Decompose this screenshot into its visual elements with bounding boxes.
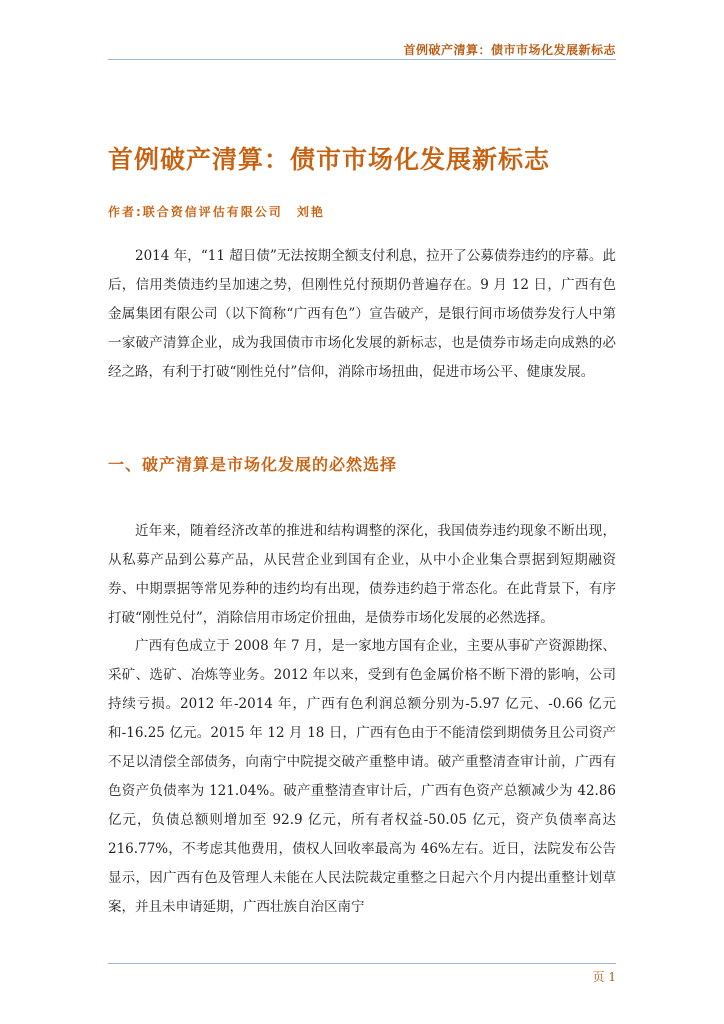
header-divider xyxy=(108,59,616,60)
page-number: 页 1 xyxy=(592,970,616,984)
author-name: 刘艳 xyxy=(296,205,325,219)
author-line xyxy=(108,203,325,220)
section-heading: 一、破产清算是市场化发展的必然选择 xyxy=(108,455,398,474)
author-label: 作者:联合资信评估有限公司 xyxy=(108,205,283,219)
article-title: 首例破产清算：债市市场化发展新标志 xyxy=(108,145,551,174)
body-paragraph-2: 广西有色成立于 2008 年 7 月，是一家地方国有企业，主要从事矿产资源勘探、采矿、选矿、冶炼等业务。2012 年以来，受到有色金属价格不断下滑的影响，公司持续亏损。2012 年-2014 年，广西有色利润总额分别为-5.97 亿元、-0.66 亿元和-16.25 亿元。2015 年 12 月 18 日，广西有色由于不能清偿到期债务且公司资产不足以清偿全部债务，向南宁中院提交破产重整申请。破产重整清查审计前，广西有色资产负债率为 121.04%。破产重整清查审计后，广西有色资产总额减少为 42.86 亿元，负债总额则增加至 92.9 亿元，所有者权益-50.05 亿元，资产负债率高达 216.77%，不考虑其他费用，债权人回收率最高为 46%左右。近日，法院发布公告显示，因广西有色及管理人未能在人民法院裁定重整之日起六个月内提出重整计划草案，并且未申请延期，广西壮族自治区南宁 xyxy=(108,638,616,915)
body-paragraph-1: 近年来，随着经济改革的推进和结构调整的深化，我国债券违约现象不断出现，从私募产品到公募产品，从民营企业到国有企业，从中小企业集合票据到短期融资券、中期票据等常见券种的违约均有出现，债券违约趋于常态化。在此背景下，有序打破“刚性兑付”，消除信用市场定价扭曲，是债券市场化发展的必然选择。 xyxy=(108,523,616,626)
running-header: 首例破产清算：债市市场化发展新标志 xyxy=(403,43,616,57)
footer-divider xyxy=(108,963,616,964)
intro-paragraph: 2014 年，“11 超日债”无法按期全额支付利息，拉开了公募债券违约的序幕。此后，信用类债违约呈加速之势，但刚性兑付预期仍普遍存在。9 月 12 日，广西有色金属集团有限公司（以下简称“广西有色”）宣告破产，是银行间市场债券发行人中第一家破产清算企业，成为我国债市市场化发展的新标志，也是债券市场走向成熟的必经之路，有利于打破“刚性兑付”信仰，消除市场扭曲，促进市场公平、健康发展。 xyxy=(108,248,616,380)
